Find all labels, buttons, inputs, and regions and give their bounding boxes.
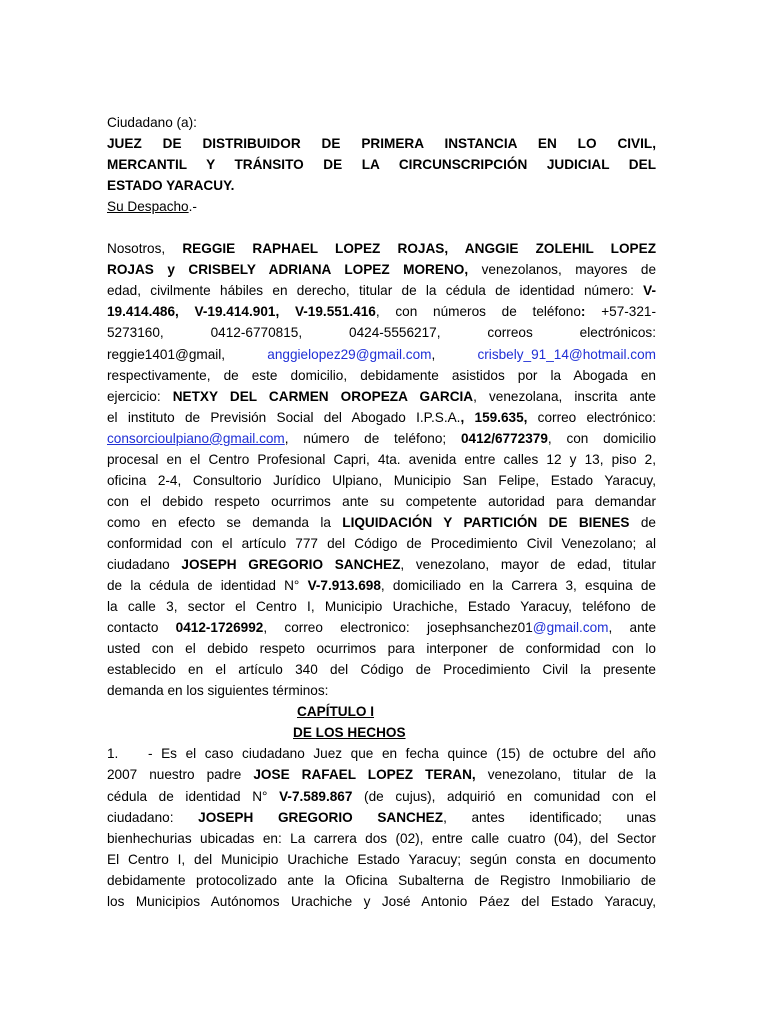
facts-line: debidamente protocolizado ante la Oficina Subalterna de Registro Inmobiliario de — [107, 872, 656, 888]
facts-line: 1. - Es el caso ciudadano Juez que en fecha quince (15) de octubre del año — [107, 743, 656, 764]
body-line: usted con el debido respeto ocurrimos para interponer de conformidad con lo — [107, 641, 656, 657]
chapter-subtitle: DE LOS HECHOS — [293, 725, 406, 741]
body-line: oficina 2-4, Consultorio Jurídico Ulpiano, Municipio San Felipe, Estado Yaracuy, — [107, 472, 656, 488]
facts-line: cédula de identidad N° V-7.589.867 (de cujus), adquirió en comunidad con el — [107, 788, 656, 804]
addressee-line: ESTADO YARACUY. — [107, 178, 235, 194]
facts-line: 2007 nuestro padre JOSE RAFAEL LOPEZ TERAN, venezolano, titular de la — [107, 767, 656, 783]
facts-line: los Municipios Autónomos Urachiche y José Antonio Páez del Estado Yaracuy, — [107, 893, 656, 909]
addressee-line: MERCANTIL Y TRÁNSITO DE LA CIRCUNSCRIPCIÓN JUDICIAL DEL — [107, 157, 656, 173]
addressee-line: JUEZ DE DISTRIBUIDOR DE PRIMERA INSTANCIA EN LO CIVIL, — [107, 136, 656, 152]
chapter-title: CAPÍTULO I — [297, 704, 375, 720]
body-line: consorcioulpiano@gmail.com, número de teléfono; 0412/6772379, con domicilio — [107, 430, 656, 446]
body-line: contacto 0412-1726992, correo electronico: josephsanchez01@gmail.com, ante — [107, 620, 657, 636]
body-paragraph — [107, 238, 656, 701]
body-line: el instituto de Previsión Social del Abogado I.P.S.A., 159.635, correo electrónico: — [107, 409, 656, 425]
email-link[interactable]: anggielopez29@gmail.com — [267, 346, 432, 362]
despacho-line: Su Despacho.- — [107, 199, 197, 215]
facts-line: El Centro I, del Municipio Urachiche Estado Yaracuy; según consta en documento — [107, 851, 656, 867]
body-line: establecido en el artículo 340 del Código de Procedimiento Civil la presente — [107, 662, 656, 678]
body-line: 19.414.486, V-19.414.901, V-19.551.416, con números de teléfono: +57-321- — [107, 304, 656, 320]
body-line: como en efecto se demanda la LIQUIDACIÓN Y PARTICIÓN DE BIENES de — [107, 514, 656, 530]
fact-number: 1. — [107, 746, 119, 762]
body-line: ciudadano JOSEPH GREGORIO SANCHEZ, venezolano, mayor de edad, titular — [107, 556, 657, 572]
body-line: con el debido respeto ocurrimos ante su competente autoridad para demandar — [107, 493, 656, 509]
email-link[interactable]: crisbely_91_14@hotmail.com — [477, 346, 656, 362]
body-line: procesal en el Centro Profesional Capri, 4ta. avenida entre calles 12 y 13, piso 2, — [107, 451, 656, 467]
body-line: conformidad con el artículo 777 del Código de Procedimiento Civil Venezolano; al — [107, 535, 656, 551]
body-line: 5273160, 0412-6770815, 0424-5556217, correos electrónicos: — [107, 325, 656, 341]
body-line: respectivamente, de este domicilio, debidamente asistidos por la Abogada en — [107, 367, 656, 383]
body-line: Nosotros, REGGIE RAPHAEL LOPEZ ROJAS, ANGGIE ZOLEHIL LOPEZ — [107, 241, 656, 257]
body-line: ROJAS y CRISBELY ADRIANA LOPEZ MORENO, venezolanos, mayores de — [107, 262, 657, 278]
facts-line: ciudadano: JOSEPH GREGORIO SANCHEZ, antes identificado; unas — [107, 809, 657, 825]
greeting: Ciudadano (a): — [107, 115, 197, 130]
body-line: de la cédula de identidad N° V-7.913.698, domiciliado en la Carrera 3, esquina de — [107, 578, 656, 594]
email-domain-link[interactable]: @gmail.com — [532, 620, 609, 636]
document-page — [107, 112, 656, 912]
body-line: ejercicio: NETXY DEL CARMEN OROPEZA GARCIA, venezolana, inscrita ante — [107, 388, 656, 404]
body-line: edad, civilmente hábiles en derecho, titular de la cédula de identidad número: V- — [107, 283, 656, 299]
facts-line: bienhechurias ubicadas en: La carrera dos (02), entre calle cuatro (04), del Sector — [107, 830, 656, 846]
email-link[interactable]: consorcioulpiano@gmail.com — [107, 430, 285, 446]
body-line: reggie1401@gmail, anggielopez29@gmail.com, crisbely_91_14@hotmail.com — [107, 346, 656, 362]
body-line: la calle 3, sector el Centro I, Municipio Urachiche, Estado Yaracuy, teléfono de — [107, 599, 656, 615]
facts-paragraph — [107, 743, 656, 911]
body-line: demanda en los siguientes términos: — [107, 683, 329, 699]
